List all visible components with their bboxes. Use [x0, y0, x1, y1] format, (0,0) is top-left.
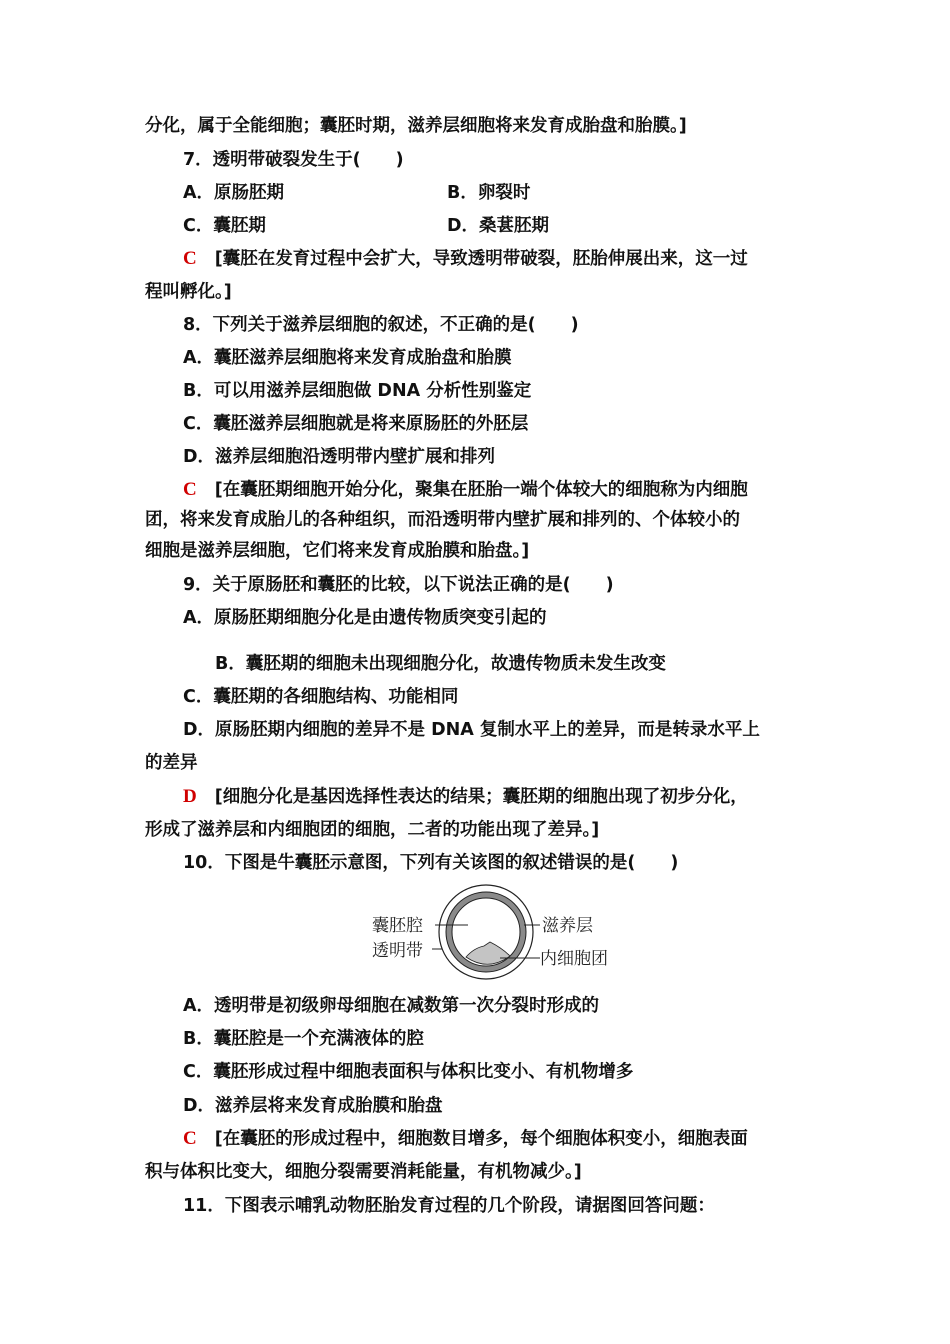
option-b: B．可以用滋养层细胞做 DNA 分析性别鉴定	[183, 381, 532, 401]
option-c: C．囊胚期的各细胞结构、功能相同	[183, 687, 459, 707]
answer-key: C	[183, 1128, 197, 1149]
question-10: 10．下图是牛囊胚示意图，下列有关该图的叙述错误的是( )	[183, 853, 679, 873]
option-a: A．原肠胚期	[183, 183, 285, 203]
answer-9	[183, 786, 748, 808]
option-d: D．桑葚胚期	[447, 216, 550, 236]
explanation: [细胞分化是基因选择性表达的结果；囊胚期的细胞出现了初步分化，	[214, 787, 748, 807]
text-line: 分化，属于全能细胞；囊胚时期，滋养层细胞将来发育成胎盘和胎膜。]	[145, 116, 687, 136]
answer-8	[183, 479, 748, 501]
answer-7	[183, 248, 748, 270]
answer-key: D	[183, 786, 197, 807]
option-d: D．滋养层细胞沿透明带内壁扩展和排列	[183, 447, 496, 467]
label-zona-pellucida: 透明带	[372, 941, 423, 961]
blastocyst-diagram	[370, 880, 620, 985]
text-line: 细胞是滋养层细胞，它们将来发育成胎膜和胎盘。]	[145, 541, 530, 561]
label-inner-cell-mass: 内细胞团	[540, 949, 608, 969]
text-line: 团，将来发育成胎儿的各种组织，而沿透明带内壁扩展和排列的、个体较小的	[145, 510, 740, 530]
text-line: 程叫孵化。]	[145, 282, 232, 302]
option-a: A．原肠胚期细胞分化是由遗传物质突变引起的	[183, 608, 547, 628]
answer-10	[183, 1128, 748, 1150]
option-b: B．囊胚腔是一个充满液体的腔	[183, 1029, 424, 1049]
option-d: D．滋养层将来发育成胎膜和胎盘	[183, 1096, 443, 1116]
answer-key: C	[183, 248, 197, 269]
option-d: D．原肠胚期内细胞的差异不是 DNA 复制水平上的差异，而是转录水平上	[183, 720, 760, 740]
question-11: 11．下图表示哺乳动物胚胎发育过程的几个阶段，请据图回答问题：	[183, 1196, 715, 1216]
explanation: [在囊胚期细胞开始分化，聚集在胚胎一端个体较大的细胞称为内细胞	[214, 480, 748, 500]
option-c: C．囊胚期	[183, 216, 266, 236]
text-line: 形成了滋养层和内细胞团的细胞，二者的功能出现了差异。]	[145, 820, 600, 840]
answer-key: C	[183, 479, 197, 500]
option-a: A．囊胚滋养层细胞将来发育成胎盘和胎膜	[183, 348, 512, 368]
text-line: 的差异	[145, 753, 198, 773]
question-7: 7．透明带破裂发生于( )	[183, 150, 404, 170]
option-b: B．囊胚期的细胞未出现细胞分化，故遗传物质未发生改变	[215, 654, 666, 674]
option-c: C．囊胚形成过程中细胞表面积与体积比变小、有机物增多	[183, 1062, 634, 1082]
explanation: [囊胚在发育过程中会扩大，导致透明带破裂，胚胎伸展出来，这一过	[214, 249, 748, 269]
option-b: B．卵裂时	[447, 183, 531, 203]
question-9: 9．关于原肠胚和囊胚的比较，以下说法正确的是( )	[183, 575, 614, 595]
option-c: C．囊胚滋养层细胞就是将来原肠胚的外胚层	[183, 414, 529, 434]
question-8: 8．下列关于滋养层细胞的叙述，不正确的是( )	[183, 315, 579, 335]
label-trophoblast: 滋养层	[542, 916, 593, 936]
text-line: 积与体积比变大，细胞分裂需要消耗能量，有机物减少。]	[145, 1162, 582, 1182]
option-a: A．透明带是初级卵母细胞在减数第一次分裂时形成的	[183, 996, 600, 1016]
label-blastocoel: 囊胚腔	[372, 916, 423, 936]
explanation: [在囊胚的形成过程中，细胞数目增多，每个细胞体积变小，细胞表面	[214, 1129, 748, 1149]
